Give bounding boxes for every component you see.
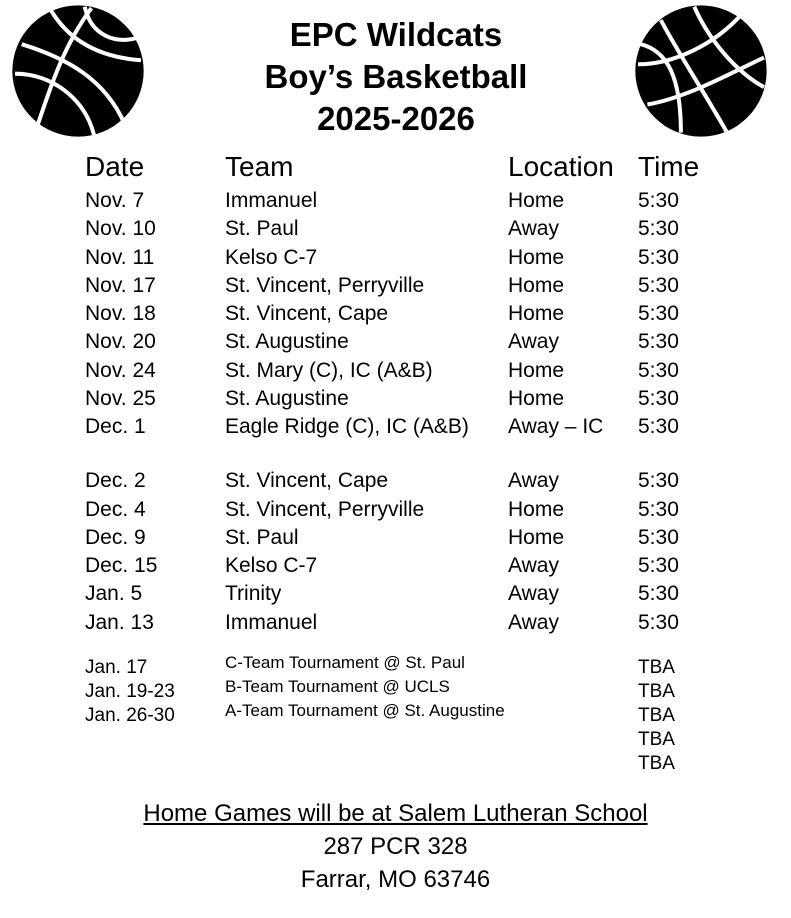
game-location: Home bbox=[508, 387, 565, 410]
game-location: Away bbox=[508, 582, 559, 605]
game-time: 5:30 bbox=[638, 274, 679, 297]
game-date: Dec. 4 bbox=[85, 498, 146, 521]
game-team: St. Vincent, Cape bbox=[225, 469, 389, 492]
tba-label: TBA bbox=[638, 657, 675, 678]
game-location: Home bbox=[508, 246, 565, 269]
game-location: Away bbox=[508, 330, 559, 353]
page-title bbox=[196, 14, 596, 140]
game-location: Away bbox=[508, 469, 559, 492]
game-time: 5:30 bbox=[638, 359, 679, 382]
game-location: Home bbox=[508, 359, 565, 382]
tba-label: TBA bbox=[638, 705, 675, 726]
game-date: Nov. 11 bbox=[85, 246, 155, 269]
tournament-name: C-Team Tournament @ St. Paul bbox=[225, 653, 465, 672]
game-location: Home bbox=[508, 498, 565, 521]
tournament-date: Jan. 17 bbox=[85, 657, 148, 678]
game-date: Jan. 13 bbox=[85, 611, 154, 634]
game-team: Immanuel bbox=[225, 611, 318, 634]
game-team: St. Mary (C), IC (A&B) bbox=[225, 359, 433, 382]
footer-address bbox=[0, 797, 791, 896]
game-team: St. Vincent, Cape bbox=[225, 302, 389, 325]
game-location: Away bbox=[508, 554, 559, 577]
game-team: Trinity bbox=[225, 582, 282, 605]
tba-label: TBA bbox=[638, 753, 675, 774]
game-time: 5:30 bbox=[638, 217, 679, 240]
game-time: 5:30 bbox=[638, 330, 679, 353]
game-location: Home bbox=[508, 189, 565, 212]
game-date: Nov. 18 bbox=[85, 302, 156, 325]
game-date: Nov. 7 bbox=[85, 189, 145, 212]
title-line-3: 2025-2026 bbox=[317, 100, 475, 137]
game-date: Dec. 9 bbox=[85, 526, 146, 549]
game-date: Dec. 15 bbox=[85, 554, 158, 577]
game-time: 5:30 bbox=[638, 582, 679, 605]
game-location: Away – IC bbox=[508, 415, 604, 438]
game-time: 5:30 bbox=[638, 554, 679, 577]
game-time: 5:30 bbox=[638, 415, 679, 438]
game-team: Immanuel bbox=[225, 189, 318, 212]
column-header-location: Location bbox=[508, 151, 614, 182]
game-team: St. Vincent, Perryville bbox=[225, 498, 425, 521]
game-team: Eagle Ridge (C), IC (A&B) bbox=[225, 415, 469, 438]
game-time: 5:30 bbox=[638, 246, 679, 269]
game-date: Jan. 5 bbox=[85, 582, 143, 605]
game-location: Away bbox=[508, 217, 559, 240]
game-date: Nov. 25 bbox=[85, 387, 156, 410]
game-time: 5:30 bbox=[638, 387, 679, 410]
game-date: Dec. 2 bbox=[85, 469, 146, 492]
game-team: Kelso C-7 bbox=[225, 554, 318, 577]
game-team: St. Augustine bbox=[225, 330, 349, 353]
basketball-icon bbox=[11, 4, 145, 138]
game-team: St. Paul bbox=[225, 217, 299, 240]
game-location: Home bbox=[508, 526, 565, 549]
game-time: 5:30 bbox=[638, 526, 679, 549]
home-games-note: Home Games will be at Salem Lutheran School bbox=[143, 800, 648, 827]
game-location: Home bbox=[508, 274, 565, 297]
game-location: Away bbox=[508, 611, 559, 634]
title-line-2: Boy’s Basketball bbox=[264, 58, 528, 95]
tournament-date: Jan. 26-30 bbox=[85, 705, 175, 726]
basketball-icon bbox=[634, 4, 768, 138]
game-time: 5:30 bbox=[638, 302, 679, 325]
game-location: Home bbox=[508, 302, 565, 325]
game-time: 5:30 bbox=[638, 611, 679, 634]
tba-label: TBA bbox=[638, 681, 675, 702]
game-team: St. Augustine bbox=[225, 387, 349, 410]
game-date: Nov. 17 bbox=[85, 274, 156, 297]
game-team: Kelso C-7 bbox=[225, 246, 318, 269]
game-date: Nov. 20 bbox=[85, 330, 156, 353]
game-time: 5:30 bbox=[638, 498, 679, 521]
address-street: 287 PCR 328 bbox=[323, 833, 468, 860]
game-team: St. Paul bbox=[225, 526, 299, 549]
game-date: Dec. 1 bbox=[85, 415, 146, 438]
column-header-team: Team bbox=[225, 151, 294, 182]
game-team: St. Vincent, Perryville bbox=[225, 274, 425, 297]
game-date: Nov. 10 bbox=[85, 217, 156, 240]
tournament-date: Jan. 19-23 bbox=[85, 681, 175, 702]
column-header-date: Date bbox=[85, 151, 145, 182]
tba-label: TBA bbox=[638, 729, 675, 750]
game-date: Nov. 24 bbox=[85, 359, 156, 382]
game-time: 5:30 bbox=[638, 469, 679, 492]
column-header-time: Time bbox=[638, 151, 700, 182]
tournament-name: B-Team Tournament @ UCLS bbox=[225, 677, 450, 696]
game-time: 5:30 bbox=[638, 189, 679, 212]
tournament-name: A-Team Tournament @ St. Augustine bbox=[225, 701, 505, 720]
title-line-1: EPC Wildcats bbox=[289, 16, 503, 53]
address-city: Farrar, MO 63746 bbox=[300, 866, 491, 893]
